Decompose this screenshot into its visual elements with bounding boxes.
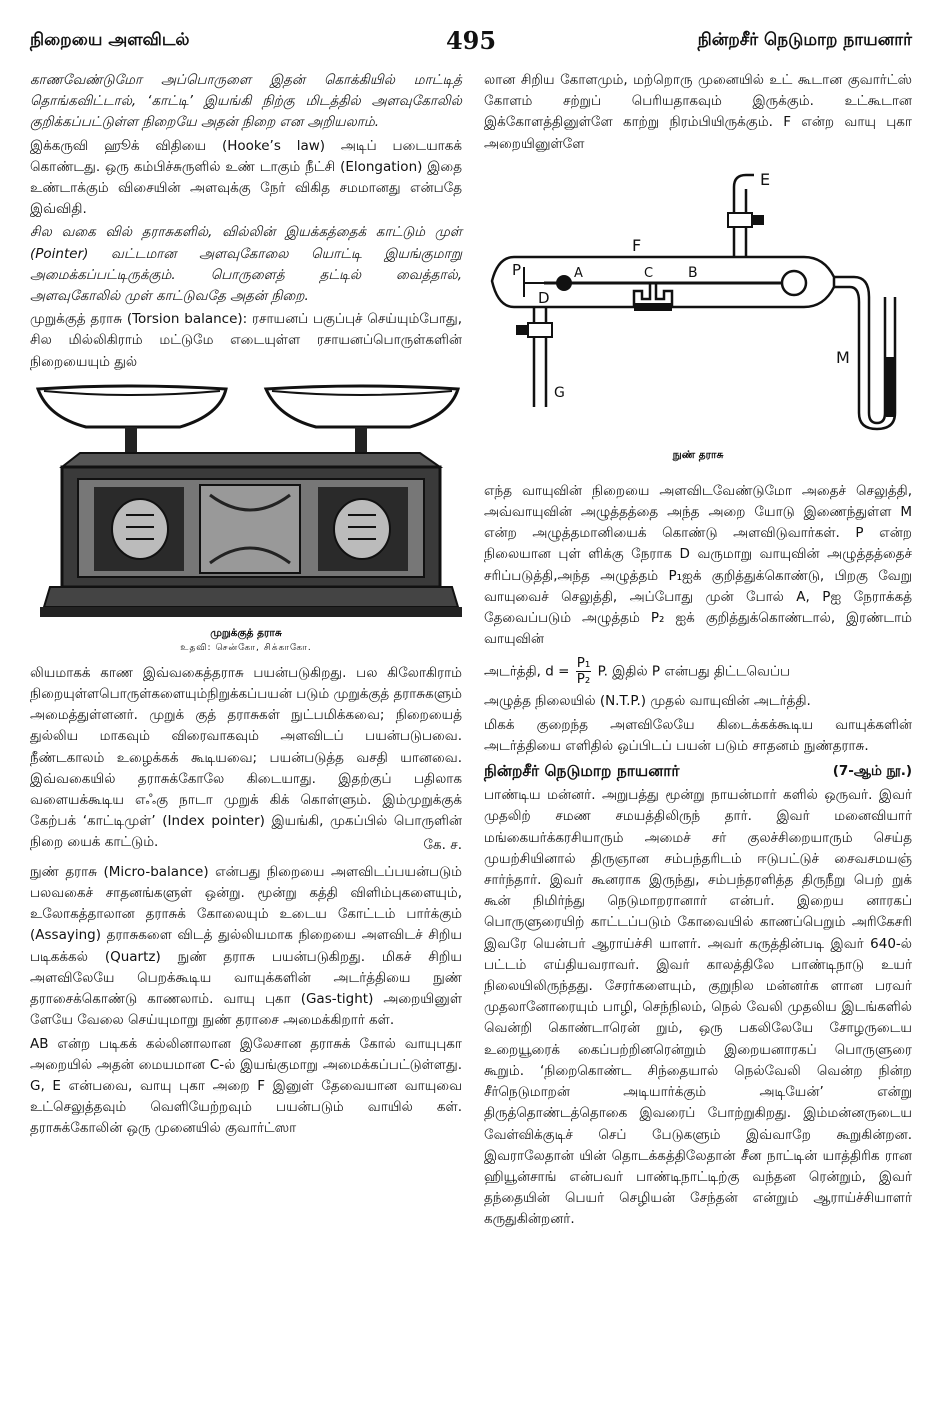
section-heading-line — [484, 761, 912, 783]
figure-credit: உதவி: சென்கோ, சிக்காகோ. — [180, 642, 312, 653]
diagram-caption: நுண் தராசு — [672, 448, 724, 461]
torsion-balance-illustration — [30, 375, 462, 625]
left-column — [30, 70, 462, 1142]
formula-prefix: அடர்த்தி, d = — [484, 663, 570, 680]
paragraph: AB என்ற படிகக் கல்லினாலான இலேசான தராசுக் கோல் வாயுபுகா அறையில் அதன் மையமான C-ல் இயங்குமாறு அமைக்கப்பட்டுள்ளது. G, E என்பவை, வாயு புகா அறை F இனுள் தேவையான வாயுவை உட்செலுத்தவும் வெளியேற்றவும் பயன்படும் வாயில் கள். தராசுக்கோலின் ஒரு முனையில் குவார்ட்ஸா — [30, 1035, 462, 1137]
author-signature: கே. ச. — [423, 836, 462, 853]
formula-line — [484, 656, 912, 687]
micro-balance-figure — [484, 157, 912, 463]
paragraph: முறுக்குத் தராசு (Torsion balance): ரசாயனப் பகுப்புச் செய்யும்போது, சில மில்லிகிராம் மட்டுமே எடையுள்ள ரசாயனப்பொருள்களின் நிறையையும் துல் — [30, 311, 462, 370]
right-column — [484, 70, 912, 1233]
running-title-left: நிறையை அளவிடல் — [30, 30, 190, 50]
paragraph: மிகக் குறைந்த அளவிலேயே கிடைக்கக்கூடிய வாயுக்களின் அடர்த்தியை எளிதில் ஒப்பிடப் பயன் படும் சாதனம் நுண்தராசு. — [484, 716, 912, 754]
figure-caption: முறுக்குத் தராசு — [210, 626, 282, 639]
micro-balance-diagram — [484, 157, 912, 447]
paragraph: அழுத்த நிலையில் (N.T.P.) முதல் வாயுவின் அடர்த்தி. — [484, 693, 811, 710]
label-D: D — [538, 288, 550, 307]
running-title-right: நின்றசீர் நெடுமாற நாயனார் — [697, 30, 912, 50]
paragraph: பாண்டிய மன்னர். அறுபத்து மூன்று நாயன்மார் களில் ஒருவர். இவர் முதலிற் சமண சமயத்திலிருந் தார். இவர் மனைவியார் மங்கையர்க்கரசியாரும் அமைச் சர் குலச்சிறையாரும் செய்த முயற்சியினால் திருஞான சம்பந்தரிடம் ஈடுபட்டுச் சைவசமயஞ் சார்ந்தார். இவர் கூனராக இருந்து, சம்பந்தரளித்த திருநீறு பெற் றுக் கூன் நிமிர்ந்து நெடுமாறரானார் என்பர். இறைய னாரகப் பொருளுரையிற் காட்டப்படும் கோவையில் காணப்பெறும் அரிகேசரி இவரே யென்பர் ஆராய்ச்சி யாளர். அவர் கருத்தின்படி இவர் 640-ல் பட்டம் எய்தியவராவர். இவர் காலத்திலே பாண்டிநாடு உயர் நிலையிலிருந்தது. சேரர்களையும், குறுநில மன்னர்க ளான பரவர் முதலானோரையும் பாழி, செந்நிலம், நெல் வேலி முதலிய இடங்களில் வென்றி கொண்டாரென் றும், ஒரு பகலிலேயே சோழருடைய உறையூரைக் கைப்பற்றினரென்றும் இறையனாரகப் பொருளுரை கூறும். ‘நிறைகொண்ட சிந்தையால் நெல்வேலி வென்ற நின்ற சீர்நெடுமாறன் அடியார்க்கும் அடியேன்’ என்று திருத்தொண்டத்தொகை இவரைப் போற்றுகிறது. இம்மன்னருடைய வேள்விக்குடிச் செப் பேடுகளும் இவ்வாறே கூறுகின்றன. இவராலேதான் யின் தொடக்கத்திலேதான் சீன நாட்டின் யாத்திரிக ரான ஹியூன்சாங் என்பவர் பாண்டிநாட்டிற்கு வந்தன ரென்றும், இவர் தந்தையின் பெயர் செழியன் சேந்தன் என்றும் ஆராய்ச்சியாளர் கருதுகின்றனர். — [484, 787, 912, 1228]
section-heading-note: (7-ஆம் நூ.) — [832, 763, 912, 780]
page-header — [30, 26, 912, 66]
fraction-numerator: P₁ — [576, 655, 591, 672]
label-E: E — [760, 169, 771, 189]
label-C: C — [644, 265, 654, 281]
paragraph: லியமாகக் காண இவ்வகைத்தராசு பயன்படுகிறது. பல கிலோகிராம் நிறையுள்ளபொருள்களையும்நிறுக்கப்பயன் படும் முறுக்குத் தராசுகளும் அமைத்துள்ளனர். முறுக் குத் தராசுகள் நுட்பமிக்கவை; நிறையைத் துல்லிய மாகவும் விரைவாகவும் அளவிடப் பயன்படுபவை. நீண்டகாலம் உழைக்கக் கூடியவை; பயன்படுத்த வசதி யானவை. இவ்வகையில் தராசுக்கோலே கிடையாது. இதற்குப் பதிலாக வளையக்கூடிய எஃகு நாடா முறுக் கிக் கொள்ளும். இம்முறுக்குக் கேற்பக் ‘காட்டிமுள்’ (Index pointer) இயங்கி, முகப்பில் பொருளின் நிறை யைக் காட்டும். — [30, 664, 462, 851]
section-heading: நின்றசீர் நெடுமாற நாயனார் — [484, 762, 680, 781]
paragraph: இக்கருவி ஹூக் விதியை (Hooke’s law) அடிப் படையாகக் கொண்டது. ஒரு கம்பிச்சுருளில் உண் டாகும் நீட்சி (Elongation) இதை உண்டாக்கும் விசையின் அளவுக்கு நேர் விகித சமமானது என்பதே இவ்விதி. — [30, 137, 462, 218]
paragraph: லான சிறிய கோளமும், மற்றொரு முனையில் உட் கூடான குவார்ட்ஸ் கோளம் சற்றுப் பெரியதாகவும் இருக்கும். உட்கூடான இக்கோளத்தினுள்ளே காற்று நிரம்பியிருக்கும். F என்ற வாயு புகா அறையினுள்ளே — [484, 72, 912, 152]
formula-suffix: P. இதில் P என்பது திட்டவெப்ப — [597, 663, 791, 680]
torsion-balance-figure — [30, 375, 462, 655]
paragraph: காணவேண்டுமோ அப்பொருளை இதன் கொக்கியில் மாட்டித் தொங்கவிட்டால், ‘காட்டி’ இயங்கி நிற்கு மிடத்தில் அளவுகோலில் குறிக்கப்பட்டுள்ள நிறையே அதன் நிறை என அறியலாம். — [30, 72, 462, 131]
page-number: 495 — [445, 26, 497, 55]
paragraph: நுண் தராசு (Micro-balance) என்பது நிறையை அளவிடப்பயன்படும் பலவகைச் சாதனங்களுள் ஒன்று. மூன்று கத்தி விளிம்புகளையும், உலோகத்தாலான தராசுக் கோலையும் உடைய கோட்டம் பார்க்கும் (Assaying) தராசுகளை விடத் துல்லியமாக நிறையை அளவிடச் சிறிய படிகக்கல் (Quartz) நுண் தராசு பயன்படுகிறது. மிகச் சிறிய அளவிலேயே பெறக்கூடிய வாயுக்களின் அடர்த்தியை நுண் தராசைக்கொண்டு காணலாம். வாயு புகா (Gas-tight) அறையினுள் ளேயே வேலை செய்யுமாறு நுண் தராசை அமைக்கிறார் கள். — [30, 863, 462, 1029]
label-B: B — [688, 264, 698, 281]
fraction-denominator: P₂ — [576, 671, 591, 688]
label-A: A — [574, 265, 583, 281]
label-P: P — [512, 260, 522, 279]
paragraph: சில வகை வில் தராசுகளில், வில்லின் இயக்கத்தைக் காட்டும் முள் (Pointer) வட்டமான அளவுகோலை யொட்டி இயங்குமாறு அமைக்கப்பட்டிருக்கும். பொருளைத் தட்டில் வைத்தால், அளவுகோலில் முள் காட்டுவதே அதன் நிறை. — [30, 224, 462, 305]
label-G: G — [554, 384, 565, 401]
label-F: F — [632, 235, 642, 255]
paragraph: எந்த வாயுவின் நிறையை அளவிடவேண்டுமோ அதைச் செலுத்தி, அவ்வாயுவின் அழுத்தத்தை அந்த அறை யோடு இணைந்துள்ள M என்ற அழுத்தமானியைக் கொண்டு அளவிடுவார்கள். P என்ற நிலையான புள் ளிக்கு நேராக D வருமாறு வாயுவின் அழுத்தத்தைச் சரிப்படுத்தி,அந்த அழுத்தம் P₁ஐக் குறித்துக்கொண்டு, பிறகு வேறு வாயுவைச் செலுத்தி, அப்போது முன் போல் A, Pஐ நேராக்கத் தேவைப்படும் அழுத்தம் P₂ ஐக் குறித்துக்கொண்டால், இரண்டாம் வாயுவின் — [484, 482, 912, 648]
label-M: M — [836, 347, 850, 367]
density-fraction — [576, 656, 592, 687]
